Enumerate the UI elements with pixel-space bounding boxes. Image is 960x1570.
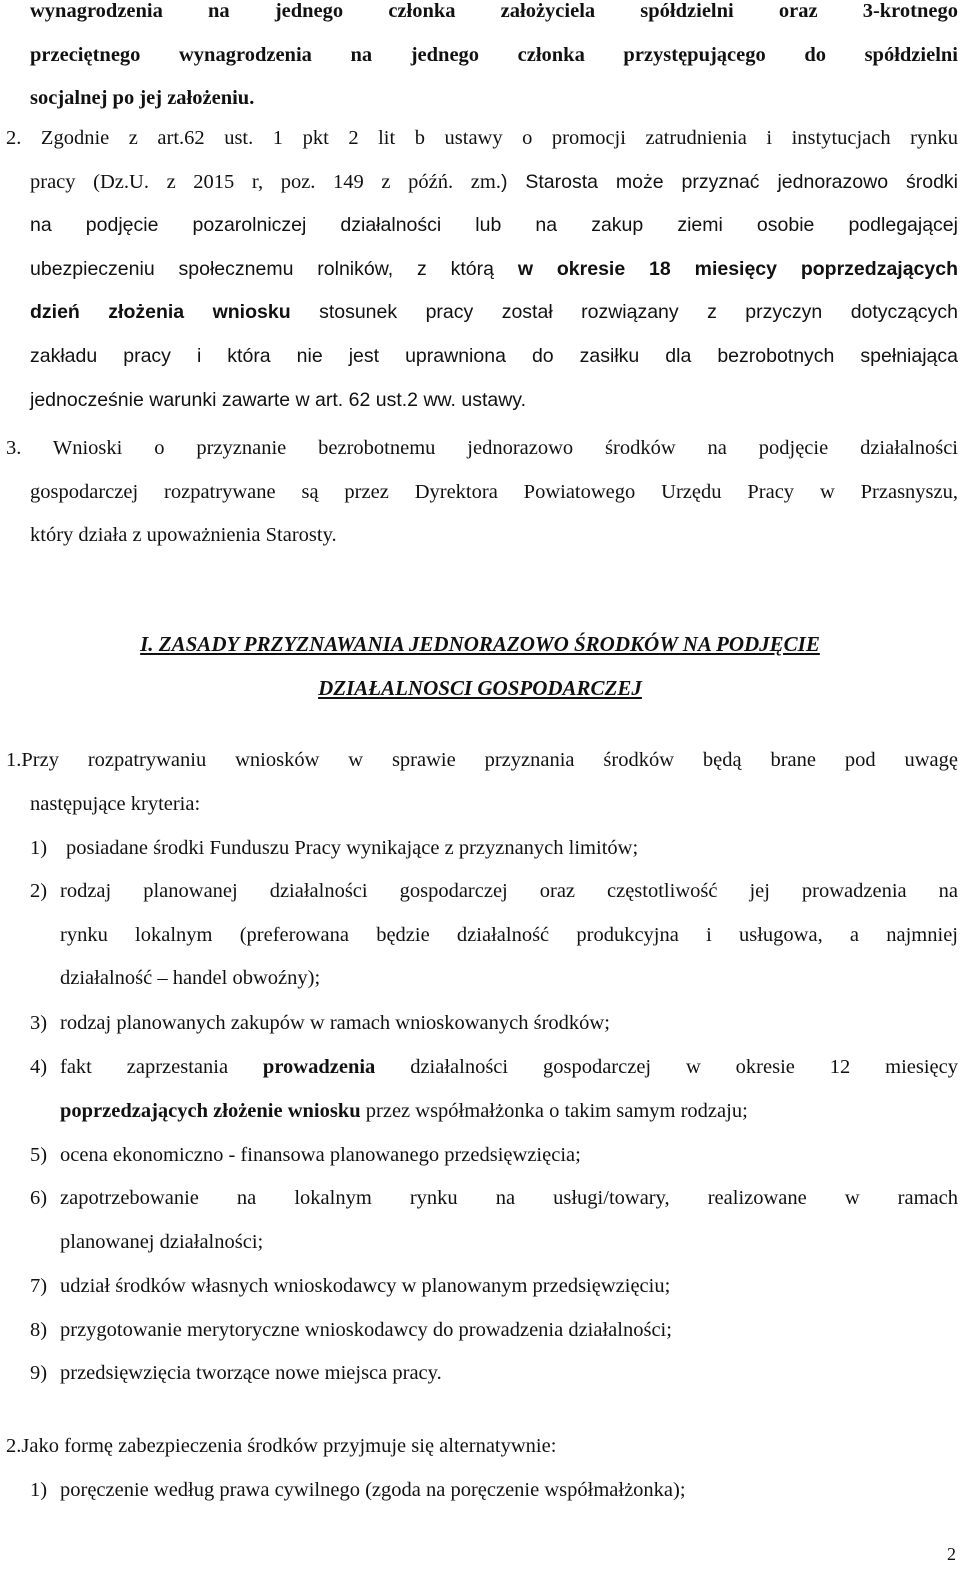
criteria-item-body: [66, 827, 958, 871]
criteria-intro: [6, 739, 958, 826]
point-3-line: gospodarczej rozpatrywane są przez Dyrektora Powiatowego Urzędu Pracy w Przasnyszu,: [30, 480, 958, 503]
point-2-emphasis: w okresie 18 miesięcy poprzedzających: [517, 257, 958, 280]
point-2-emphasis: dzień złożenia wniosku: [30, 301, 291, 324]
criteria-item-body: [60, 1177, 958, 1264]
criteria-item-number: 6): [30, 1187, 48, 1209]
criteria-item-body: [60, 870, 958, 1001]
section-heading: [0, 622, 960, 710]
point-2-line: na podjęcie pozarolniczej działalności lub na zakup ziemi osobie podlegającej: [30, 214, 958, 237]
point-3-paragraph: [6, 427, 958, 558]
security-intro: [6, 1425, 958, 1469]
point-3-line: który działa z upoważnienia Starosty.: [30, 524, 337, 547]
point-2-line: [6, 248, 958, 292]
point-2-text: ubezpieczeniu społecznemu rolników, z którą: [30, 257, 518, 280]
criteria-item-line: zapotrzebowanie na lokalnym rynku na usługi/towary, realizowane w ramach: [60, 1187, 958, 1209]
criteria-item-line: ocena ekonomiczno - finansowa planowanego przedsięwzięcia;: [60, 1144, 581, 1166]
point-2-line: [6, 161, 958, 205]
criteria-item-number: 2): [30, 880, 48, 902]
security-item-number: 1): [30, 1479, 48, 1501]
security-item-line: poręczenie według prawa cywilnego (zgoda na poręczenie współmałżonka);: [60, 1479, 686, 1501]
criteria-item-number: 8): [30, 1319, 48, 1341]
criteria-item-body: [60, 1265, 958, 1309]
intro-line: wynagrodzenia na jednego członka założyciela spółdzielni oraz 3-krotnego: [30, 0, 958, 22]
section-heading-line: DZIAŁALNOSCI GOSPODARCZEJ: [318, 676, 642, 700]
intro-line: przeciętnego wynagrodzenia na jednego członka przystępującego do spółdzielni: [30, 43, 958, 66]
criteria-item-emphasis: poprzedzających złożenie wniosku: [60, 1099, 361, 1122]
criteria-item-number: 4): [30, 1056, 48, 1078]
point-2-line: jednocześnie warunki zawarte w art. 62 ust.2 ww. ustawy.: [30, 388, 527, 411]
point-2-line: 2. Zgodnie z art.62 ust. 1 pkt 2 lit b ustawy o promocji zatrudnienia i instytucjach rynku: [6, 127, 958, 149]
criteria-item-body: [60, 1352, 958, 1396]
criteria-item-body: [60, 1046, 958, 1133]
criteria-intro-line: 1.Przy rozpatrywaniu wniosków w sprawie przyznania środków będą brane pod uwagę: [6, 749, 958, 771]
criteria-item-line: przedsięwzięcia tworzące nowe miejsca pracy.: [60, 1362, 442, 1384]
security-intro-line: 2.Jako formę zabezpieczenia środków przyjmuje się alternatywnie:: [6, 1435, 557, 1457]
criteria-item-line: rynku lokalnym (preferowana będzie działalność produkcyjna i usługowa, a najmniej: [60, 923, 958, 946]
criteria-item-number: 1): [30, 837, 48, 859]
criteria-item-emphasis: prowadzenia: [262, 1056, 376, 1078]
criteria-item-line: [60, 1046, 958, 1090]
criteria-item-body: [60, 1309, 958, 1353]
point-2-paragraph: [6, 117, 958, 422]
security-item-body: [60, 1469, 958, 1513]
criteria-item-body: [60, 1134, 958, 1178]
point-2-line: zakładu pracy i która nie jest uprawniona do zasiłku dla bezrobotnych spełniająca: [30, 344, 958, 367]
criteria-item-line: rodzaj planowanej działalności gospodarczej oraz częstotliwość jej prowadzenia na: [60, 880, 958, 902]
criteria-item-line: posiadane środki Funduszu Pracy wynikające z przyznanych limitów;: [66, 837, 639, 859]
criteria-item-body: [60, 1002, 958, 1046]
criteria-item-text: fakt zaprzestania: [60, 1056, 263, 1078]
page-number: 2: [947, 1544, 956, 1564]
criteria-item-number: 5): [30, 1144, 48, 1166]
point-2-text: ) Starosta może przyznać jednorazowo środki: [500, 170, 958, 193]
criteria-item-line: przygotowanie merytoryczne wnioskodawcy do prowadzenia działalności;: [60, 1319, 672, 1341]
criteria-intro-line: następujące kryteria:: [30, 792, 201, 815]
criteria-item-number: 7): [30, 1275, 48, 1297]
criteria-item-line: planowanej działalności;: [60, 1230, 264, 1253]
criteria-item-line: udział środków własnych wnioskodawcy w planowanym przedsięwzięciu;: [60, 1275, 671, 1297]
criteria-item-text: działalności gospodarczej w okresie 12 miesięcy: [375, 1056, 958, 1078]
point-2-line: [6, 291, 958, 335]
intro-line: socjalnej po jej założeniu.: [30, 87, 255, 110]
section-heading-line: I. ZASADY PRZYZNAWANIA JEDNORAZOWO ŚRODKÓW NA PODJĘCIE: [140, 632, 820, 656]
criteria-item-number: 9): [30, 1362, 48, 1384]
criteria-item-number: 3): [30, 1012, 48, 1034]
criteria-item-line: rodzaj planowanych zakupów w ramach wnioskowanych środków;: [60, 1012, 610, 1034]
criteria-item-line: działalność – handel obwoźny);: [60, 967, 321, 990]
point-2-citation: pracy (Dz.U. z 2015 r, poz. 149 z późń. zm.: [30, 170, 501, 193]
point-2-text: stosunek pracy został rozwiązany z przyczyn dotyczących: [290, 301, 958, 324]
criteria-item-line: [60, 1090, 958, 1134]
point-3-line: 3. Wnioski o przyznanie bezrobotnemu jednorazowo środków na podjęcie działalności: [6, 437, 958, 459]
intro-paragraph: [30, 0, 958, 121]
criteria-item-text: przez współmałżonka o takim samym rodzaju;: [360, 1099, 748, 1122]
